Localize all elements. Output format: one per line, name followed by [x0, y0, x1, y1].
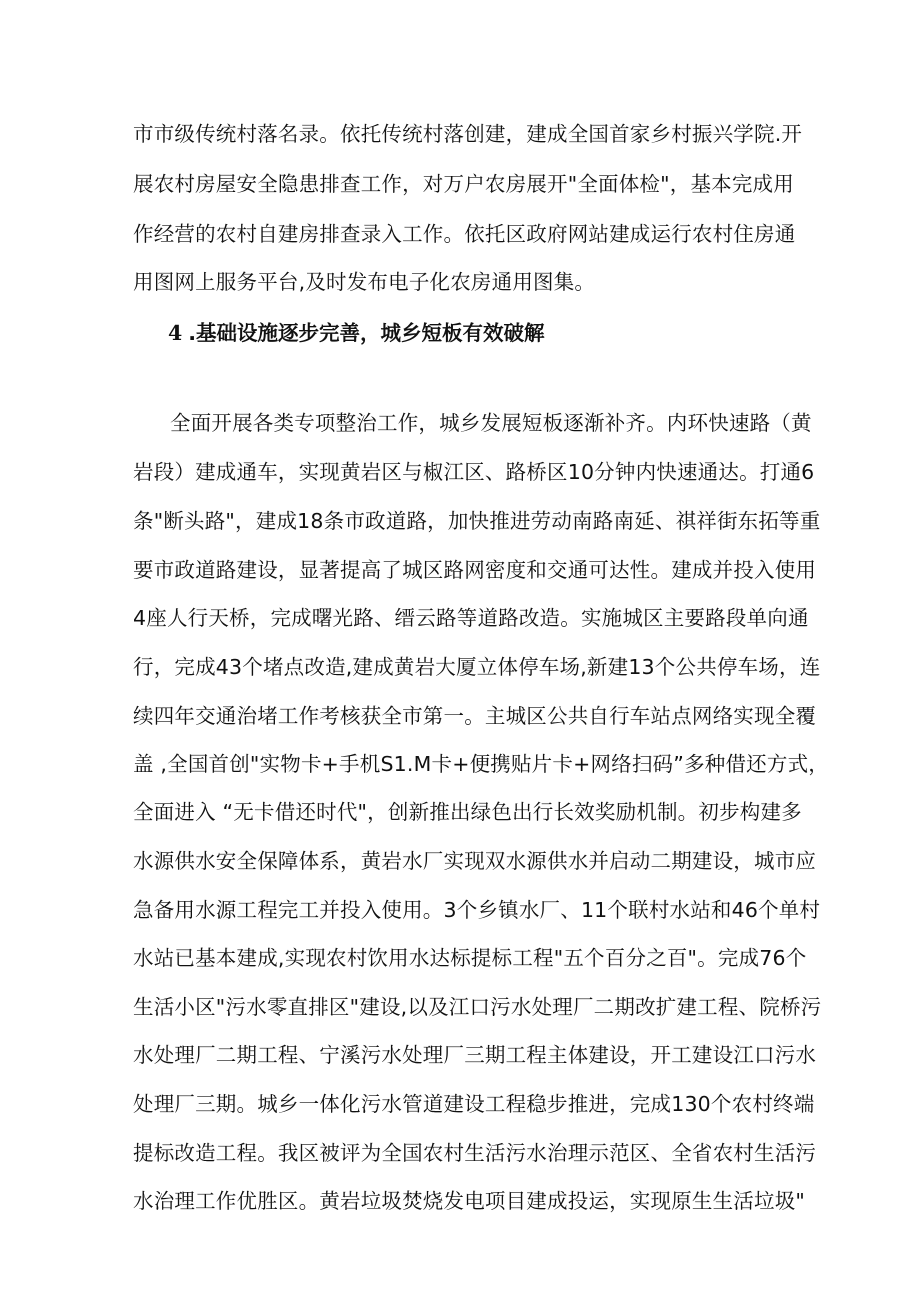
- section-number: 4: [168, 321, 183, 345]
- paragraph-2-line: 盖 ,全国首创"实物卡+手机S1.M卡+便携贴片卡+网络扫码”多种借还方式，: [133, 752, 829, 776]
- paragraph-1-line: 展农村房屋安全隐患排查工作，对万户农房展开"全面体检"，基本完成用: [133, 172, 794, 196]
- paragraph-2-line: 生活小区"污水零直排区"建设,以及江口污水处理厂二期改扩建工程、院桥污: [133, 995, 822, 1019]
- paragraph-2-line: 4座人行天桥，完成曙光路、缙云路等道路改造。实施城区主要路段单向通: [133, 606, 809, 630]
- paragraph-2-line: 水源供水安全保障体系，黄岩水厂实现双水源供水并启动二期建设，城市应: [133, 849, 817, 873]
- paragraph-1-line: 市市级传统村落名录。依托传统村落创建，建成全国首家乡村振兴学院.开: [133, 122, 803, 146]
- paragraph-2-line: 提标改造工程。我区被评为全国农村生活污水治理示范区、全省农村生活污: [133, 1141, 817, 1165]
- paragraph-2-line: 全面进入 “无卡借还时代"，创新推出绿色出行长效奖励机制。初步构建多: [133, 800, 802, 824]
- paragraph-2-line: 行，完成43个堵点改造,建成黄岩大厦立体停车场,新建13个公共停车场，连: [133, 655, 821, 679]
- paragraph-1-line: 作经营的农村自建房排查录入工作。依托区政府网站建成运行农村住房通: [133, 222, 796, 246]
- paragraph-2-line: 岩段）建成通车，实现黄岩区与椒江区、路桥区10分钟内快速通达。打通6: [133, 460, 815, 484]
- paragraph-2-line: 水处理厂二期工程、宁溪污水处理厂三期工程主体建设，开工建设江口污水: [133, 1043, 817, 1067]
- paragraph-2-line: 水治理工作优胜区。黄岩垃圾焚烧发电项目建成投运，实现原生生活垃圾": [133, 1189, 806, 1213]
- paragraph-2-line: 水站已基本建成,实现农村饮用水达标提标工程"五个百分之百"。完成76个: [133, 946, 807, 970]
- section-title: .基础设施逐步完善，城乡短板有效破解: [188, 321, 545, 345]
- paragraph-2-line: 要市政道路建设，显著提高了城区路网密度和交通可达性。建成并投入使用: [133, 558, 817, 582]
- paragraph-2-line: 续四年交通治堵工作考核获全市第一。主城区公共自行车站点网络实现全覆: [133, 704, 817, 728]
- paragraph-2-line: 处理厂三期。城乡一体化污水管道建设工程稳步推进，完成130个农村终端: [133, 1092, 815, 1116]
- paragraph-1-line: 用图网上服务平台,及时发布电子化农房通用图集。: [133, 270, 596, 294]
- paragraph-2-line: 条"断头路"，建成18条市政道路，加快推进劳动南路南延、祺祥街东拓等重: [133, 509, 821, 533]
- paragraph-2-line: 急备用水源工程完工并投入使用。3个乡镇水厂、11个联村水站和46个单村: [133, 898, 821, 922]
- section-heading: [168, 319, 545, 347]
- paragraph-2-line: 全面开展各类专项整治工作，城乡发展短板逐渐补齐。内环快速路（黄: [170, 411, 812, 435]
